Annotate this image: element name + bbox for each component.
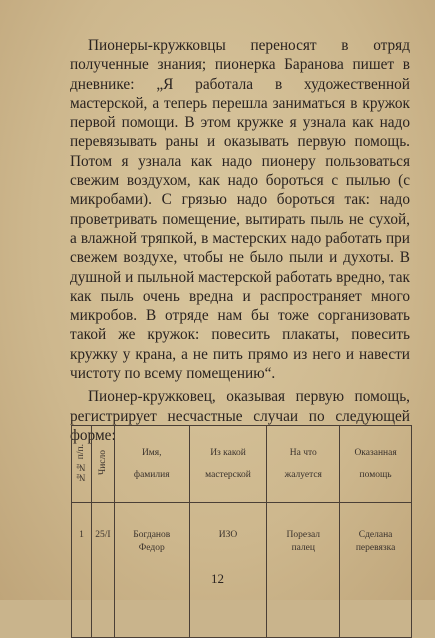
table-row bbox=[72, 503, 412, 638]
header-name: Имя, фамилия bbox=[114, 426, 189, 503]
paragraph-diary: Пионеры-кружковцы переносят в отряд полученные знания; пионерка Баранова пишет в дневнике: „Я работала в художественной мастерской, а теперь перешла заниматься в кружок первой помощи. В этом кружке я узнала как надо перевязывать раны и оказывать первую помощь. Потом я узнала как надо пионеру пользоваться свежим воздухом, как надо бороться с пылью (с микробами). С грязью надо бороться так: надо проветривать помещение, вытирать пыль не сухой, а влажной тряпкой, в мастерских надо работать при свежем воздухе, чтобы не было пыли и духоты. В душной и пыльной мастерской работать вредно, так как пыль очень вредна и распространяет много микробов. В отряде нам бы тоже сорганизовать такой же кружок: повесить плакаты, повесить кружку у крана, а не пить прямо из него и навести чистоту по всему помещению“. bbox=[70, 37, 410, 383]
cell-help: Сделана перевязка bbox=[340, 503, 412, 638]
cell-complaint: Порезал палец bbox=[267, 503, 340, 638]
cell-number: 1 bbox=[72, 503, 92, 638]
accident-register-table bbox=[71, 425, 412, 638]
cell-name: Богданов Федор bbox=[114, 503, 189, 638]
cell-date: 25/I bbox=[91, 503, 114, 638]
header-complaint: На что жалуется bbox=[267, 426, 340, 503]
paragraph-form-intro: Пионер-кружковец, оказывая первую помощь, регистрирует несчастные случаи по следующей форме: bbox=[70, 388, 410, 444]
header-workshop: Из какой мастерской bbox=[189, 426, 267, 503]
header-number: №№ п/п. bbox=[72, 426, 92, 503]
page-number: 12 bbox=[211, 571, 224, 586]
header-date: Число bbox=[91, 426, 114, 503]
header-help: Оказанная помощь bbox=[340, 426, 412, 503]
table-header-row bbox=[72, 426, 412, 503]
cell-workshop: ИЗО bbox=[189, 503, 267, 638]
body-text bbox=[70, 36, 410, 445]
